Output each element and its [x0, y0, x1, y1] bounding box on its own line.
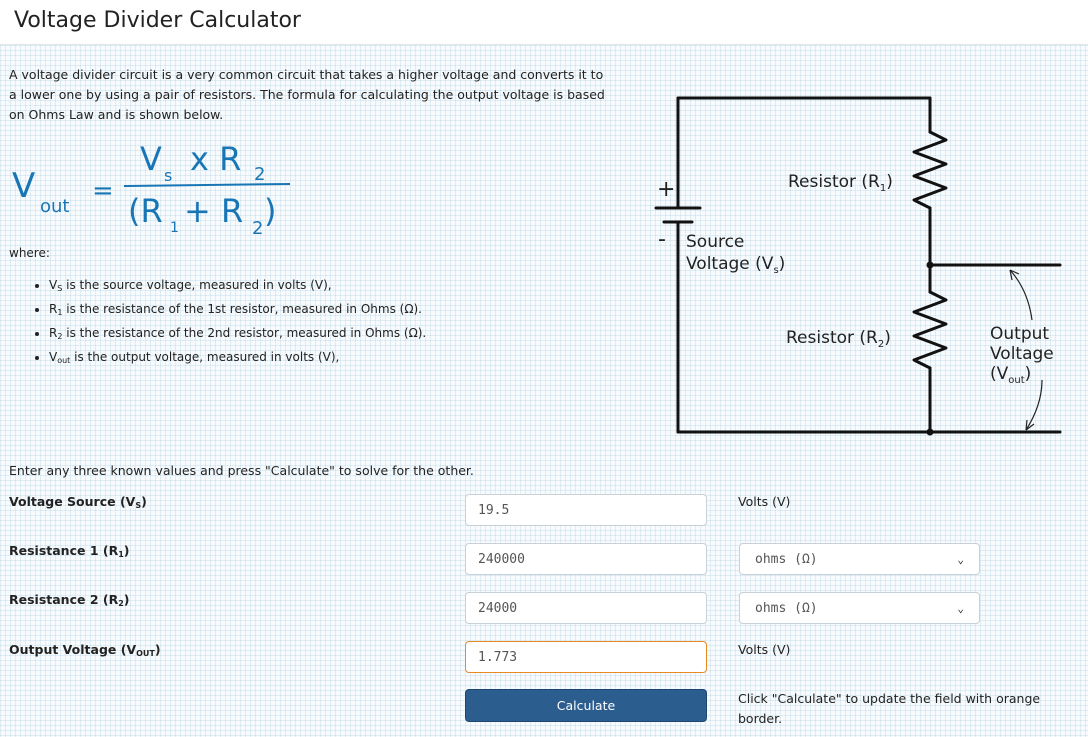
chevron-down-icon: ⌄	[957, 552, 964, 566]
formula-numerator-v: V	[140, 140, 162, 178]
voltage-source-input[interactable]	[465, 494, 707, 526]
list-item: • $R_2$ is the resistance of the 2nd resistor, measured in Ohms (Ω).	[49, 323, 426, 347]
circuit-diagram	[640, 80, 1080, 450]
formula-denominator-sub1: 1	[170, 220, 179, 236]
list-item: • $V_S$ is the source voltage, measured in volts (V),	[49, 275, 426, 299]
formula-numerator-r: x R	[190, 140, 242, 178]
formula-numerator-sub: s	[164, 166, 173, 185]
resistance2-input[interactable]	[465, 592, 707, 624]
page-title: Voltage Divider Calculator	[14, 8, 301, 33]
select-value: ohms (Ω)	[755, 551, 818, 567]
formula	[0, 138, 300, 248]
chevron-down-icon: ⌄	[957, 601, 964, 615]
formula-equals: =	[92, 176, 114, 206]
voltage-source-label: Voltage Source $(V_S)$	[9, 494, 147, 510]
resistance1-input[interactable]	[465, 543, 707, 575]
formula-denominator-plus: + R	[184, 192, 244, 230]
variable-list	[35, 275, 426, 371]
formula-denominator-open: (R	[128, 192, 163, 230]
voltage-source-unit: Volts (V)	[738, 494, 791, 509]
resistor2-label: Resistor $(R_2)$	[786, 328, 891, 350]
intro-text: A voltage divider circuit is a very common circuit that takes a higher voltage and converts it to a lower one by using a pair of resistors. The formula for calculating the output voltage is based on Ohms Law and is shown below.	[9, 67, 605, 122]
resistance2-unit-select[interactable]	[739, 592, 980, 624]
output-label-line3: $(V_{out})$	[990, 364, 1032, 386]
list-item: • $R_1$ is the resistance of the 1st resistor, measured in Ohms (Ω).	[49, 299, 426, 323]
formula-denominator-close: )	[264, 192, 277, 230]
list-item: • $V_{out}$ is the output voltage, measured in volts (V),	[49, 347, 426, 371]
where-label: where:	[9, 246, 50, 260]
output-voltage-unit: Volts (V)	[738, 642, 791, 657]
battery-plus-label: +	[657, 177, 676, 202]
calculate-note: Click "Calculate" to update the field with orange border.	[738, 691, 1041, 726]
instructions-text: Enter any three known values and press "Calculate" to solve for the other.	[9, 463, 474, 478]
calculate-button[interactable]: Calculate	[465, 689, 707, 722]
formula-lhs: V	[12, 166, 36, 206]
resistor1-label: Resistor $(R_1)$	[788, 172, 893, 194]
formula-denominator-sub2: 2	[252, 218, 264, 239]
select-value: ohms (Ω)	[755, 600, 818, 616]
resistance1-label: Resistance 1 $(R_1)$	[9, 543, 130, 559]
output-voltage-label: Output Voltage $(V_{OUT})$	[9, 642, 161, 658]
resistance2-label: Resistance 2 $(R_2)$	[9, 592, 130, 608]
output-label-line1: Output	[990, 324, 1050, 344]
formula-numerator-r-sub: 2	[254, 164, 266, 185]
output-label-line2: Voltage	[990, 344, 1054, 364]
output-voltage-input[interactable]	[465, 641, 707, 673]
source-label-line1: Source	[686, 232, 745, 252]
resistance1-unit-select[interactable]	[739, 543, 980, 575]
battery-minus-label: -	[658, 227, 666, 252]
source-label-line2: Voltage $(V_s)$	[686, 254, 786, 276]
page-header	[0, 0, 1088, 45]
formula-lhs-sub: out	[40, 196, 70, 217]
